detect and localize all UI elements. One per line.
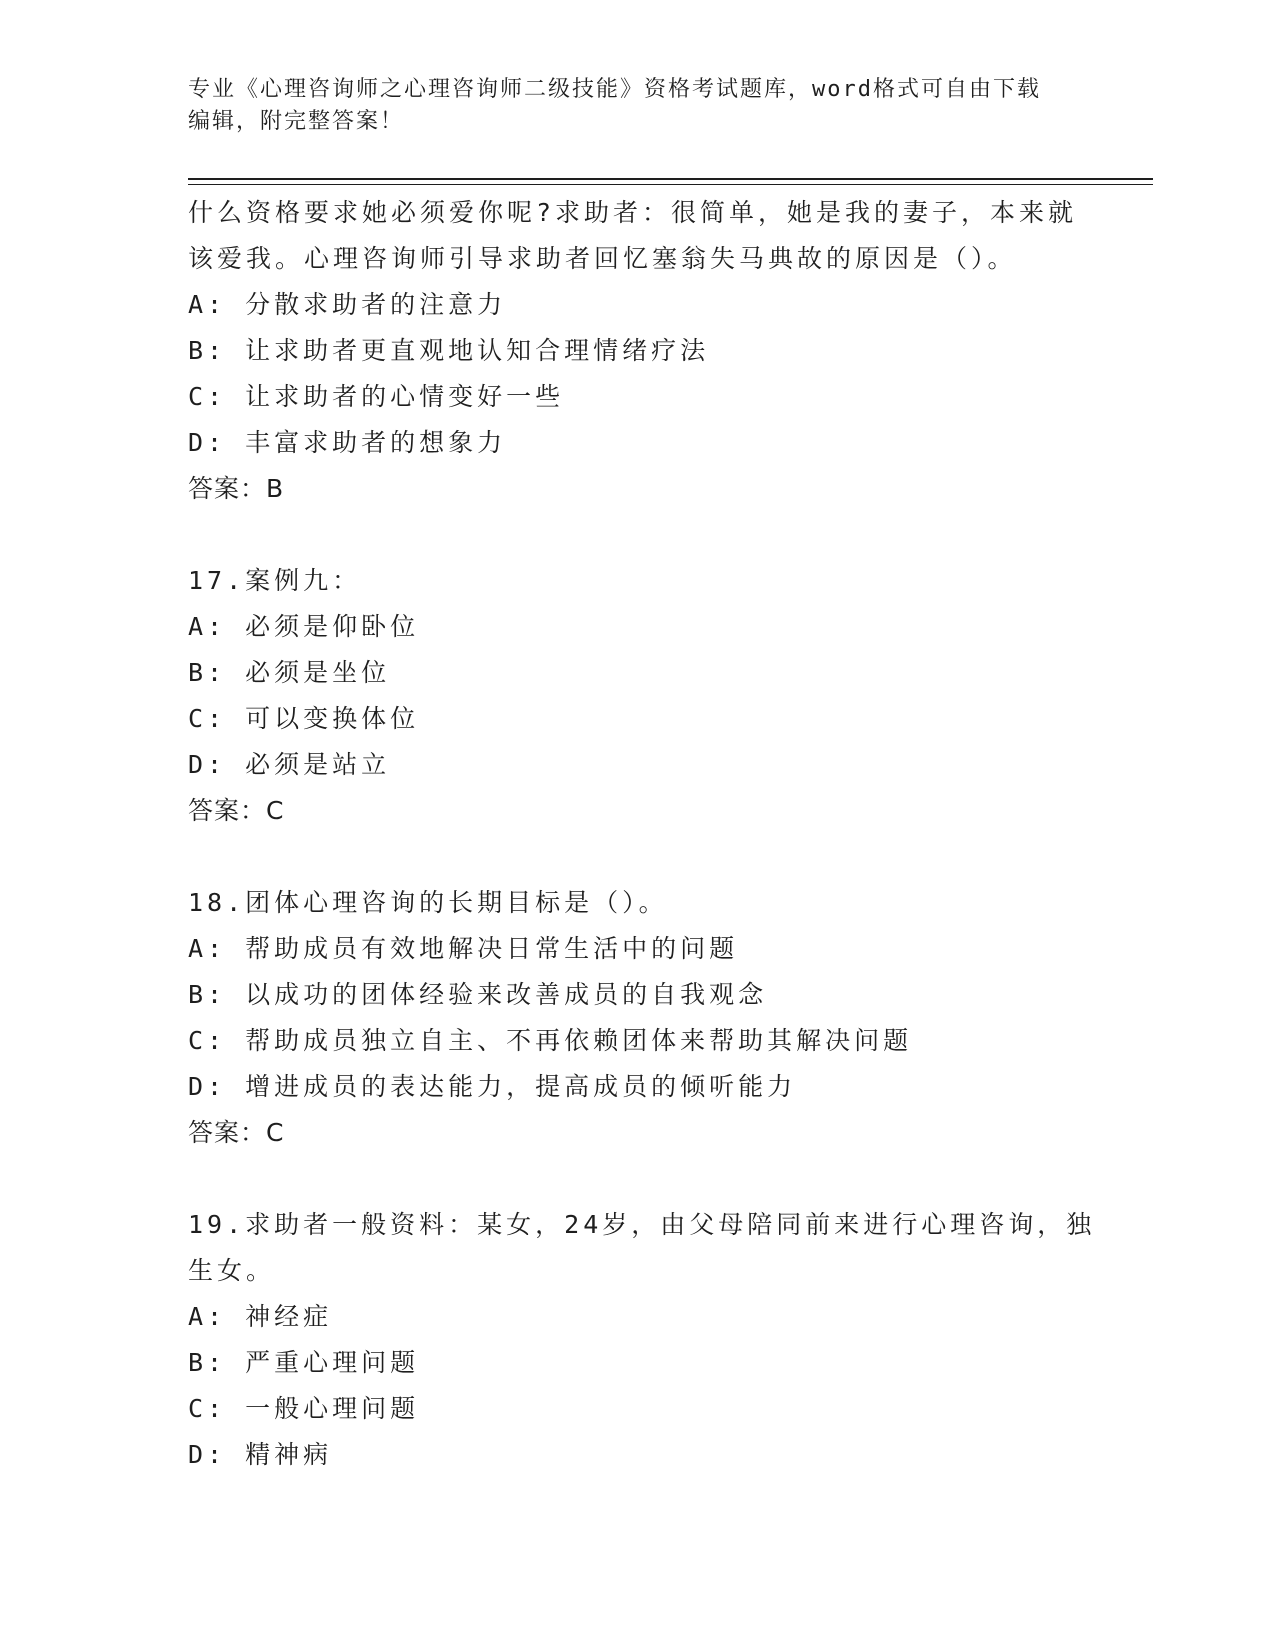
spacer: [188, 512, 1088, 558]
option-a: A: 帮助成员有效地解决日常生活中的问题: [188, 934, 739, 963]
option-d: D: 必须是站立: [188, 750, 391, 779]
option-c: C: 可以变换体位: [188, 704, 420, 733]
option-a: A: 神经症: [188, 1302, 333, 1331]
question-17: [188, 558, 1088, 834]
option-d: D: 丰富求助者的想象力: [188, 428, 507, 457]
question-stem: 该爱我。心理咨询师引导求助者回忆塞翁失马典故的原因是（）。: [188, 244, 1017, 273]
question-list: [188, 190, 1096, 1478]
option-a: A: 必须是仰卧位: [188, 612, 420, 641]
spacer: [188, 1156, 1088, 1202]
header-line-1: 专业《心理咨询师之心理咨询师二级技能》资格考试题库，word格式可自由下载: [188, 77, 1041, 102]
option-c: C: 让求助者的心情变好一些: [188, 382, 565, 411]
option-b: B: 让求助者更直观地认知合理情绪疗法: [188, 336, 710, 365]
option-b: B: 必须是坐位: [188, 658, 391, 687]
question-stem: 什么资格要求她必须爱你呢?求助者：很简单，她是我的妻子，本来就: [188, 198, 1078, 227]
question-stem: 18.团体心理咨询的长期目标是（）。: [188, 888, 668, 917]
header-line-2: 编辑，附完整答案！: [188, 109, 405, 134]
question-16: [188, 190, 1088, 512]
header-divider-thick: [188, 178, 1153, 180]
question-19: [188, 1202, 1096, 1478]
answer: 答案：C: [188, 796, 285, 825]
answer: 答案：C: [188, 1118, 285, 1147]
answer: 答案：B: [188, 474, 285, 503]
option-c: C: 一般心理问题: [188, 1394, 420, 1423]
header-divider-thin: [188, 184, 1153, 185]
option-a: A: 分散求助者的注意力: [188, 290, 507, 319]
question-stem: 生女。: [188, 1256, 276, 1285]
question-stem: 17.案例九：: [188, 566, 362, 595]
spacer: [188, 834, 1088, 880]
option-d: D: 精神病: [188, 1440, 333, 1469]
document-header: [188, 74, 1068, 138]
option-b: B: 严重心理问题: [188, 1348, 420, 1377]
question-stem: 19.求助者一般资料：某女，24岁，由父母陪同前来进行心理咨询，独: [188, 1210, 1096, 1239]
option-b: B: 以成功的团体经验来改善成员的自我观念: [188, 980, 768, 1009]
option-c: C: 帮助成员独立自主、不再依赖团体来帮助其解决问题: [188, 1026, 913, 1055]
question-18: [188, 880, 1088, 1156]
option-d: D: 增进成员的表达能力，提高成员的倾听能力: [188, 1072, 797, 1101]
